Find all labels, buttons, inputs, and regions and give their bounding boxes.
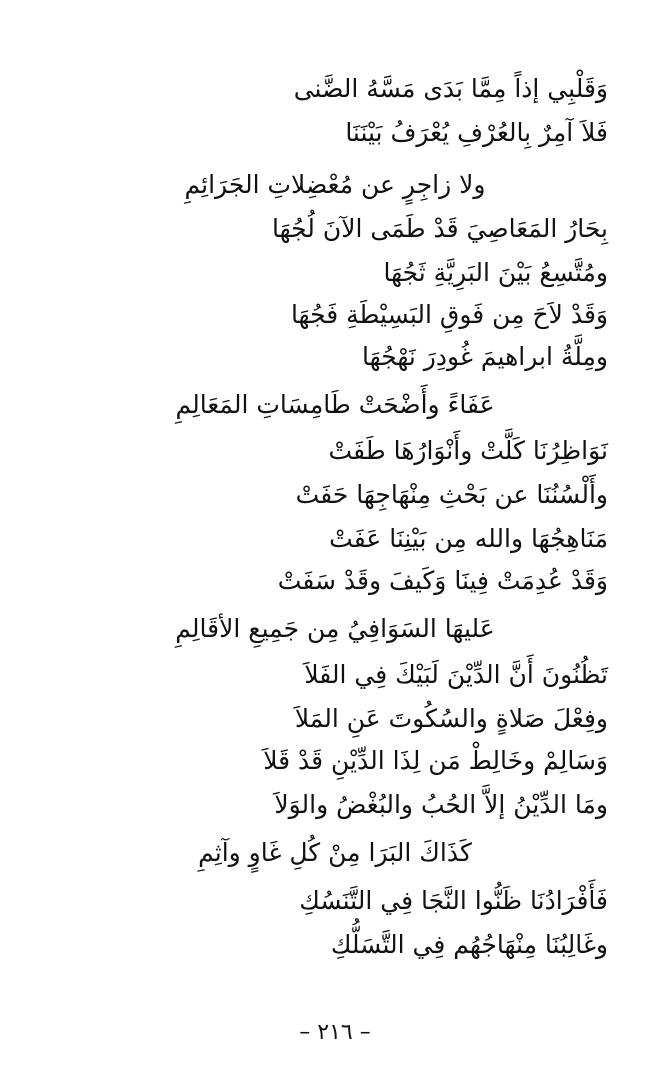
verse-line: وفِعْلَ صَلاةٍ والسُكُوتَ عَنِ المَلاَ xyxy=(294,704,608,733)
verse-line: ومَا الدِّيْنُ إلاَّ الحُبُ والبُغْضُ والوَلاَ xyxy=(274,790,608,819)
verse-line: بِحَارُ المَعَاصِيَ قَدْ طَمَى الآنَ لُجُهَا xyxy=(272,214,608,243)
verse-line: وَقَدْ لاَحَ مِن فَوقِ البَسِيْطَةِ فَجُهَا xyxy=(290,300,608,329)
verse-line: نَوَاظِرُنَا كَلَّتْ وأَنْوَارُهَا طَفَتْ xyxy=(328,436,608,465)
verse-line: عَفَاءً وأَضْحَتْ طَامِسَاتِ المَعَالِمِ xyxy=(175,390,495,419)
verse-line: ومُتَّسِعُ بَيْنَ البَرِيَّةِ ثَجُهَا xyxy=(383,258,608,287)
verse-line: تَظُنُونَ أَنَّ الدِّيْنَ لَبَيْكَ فِي الفَلاَ xyxy=(304,660,608,689)
verse-line: فَلاَ آمِرٌ بِالعُرْفِ يُعْرَفُ بَيْنَنَا xyxy=(345,118,608,147)
verse-line: فَأَفْرَادُنَا ظَنُّوا النَّجَا فِي التَّنَسُكِ xyxy=(299,886,608,915)
page-number: – ٢١٦ – xyxy=(299,1020,371,1045)
verse-line: ومِلَّةُ ابراهيمَ غُودِرَ نَهْجُهَا xyxy=(362,342,608,371)
verse-line: وأَلْسُنُنَا عن بَحْثِ مِنْهَاجِهَا حَفَتْ xyxy=(295,480,608,509)
verse-line: وَقَدْ عُدِمَتْ فِينَا وَكَيفَ وقَدْ سَفَتْ xyxy=(277,566,608,595)
verse-line: عَليهَا السَوَافِيُ مِن جَمِيعِ الأقَالِمِ xyxy=(175,614,495,643)
verse-line: وَسَالِمْ وخَالِطْ مَن لِذَا الدِّيْنِ قَدْ قَلاَ xyxy=(263,746,608,775)
verse-line: مَنَاهِجُهَا والله مِن بَيْنِنَا عَفَتْ xyxy=(329,524,608,553)
verse-line: كَذَاكَ البَرَا مِنْ كُلِ غَاوٍ وآثِمِ xyxy=(198,838,472,867)
verse-line: ولا زاجِرٍ عن مُعْضِلاتِ الجَرَائِمِ xyxy=(184,170,486,199)
verse-line: وَقَلْبِي إذاً مِمَّا بَدَى مَسَّهُ الضَّنى xyxy=(293,74,608,103)
verse-line: وغَالِبُنَا مِنْهَاجُهُم فِي التَّسَلُّكِ xyxy=(330,930,608,959)
